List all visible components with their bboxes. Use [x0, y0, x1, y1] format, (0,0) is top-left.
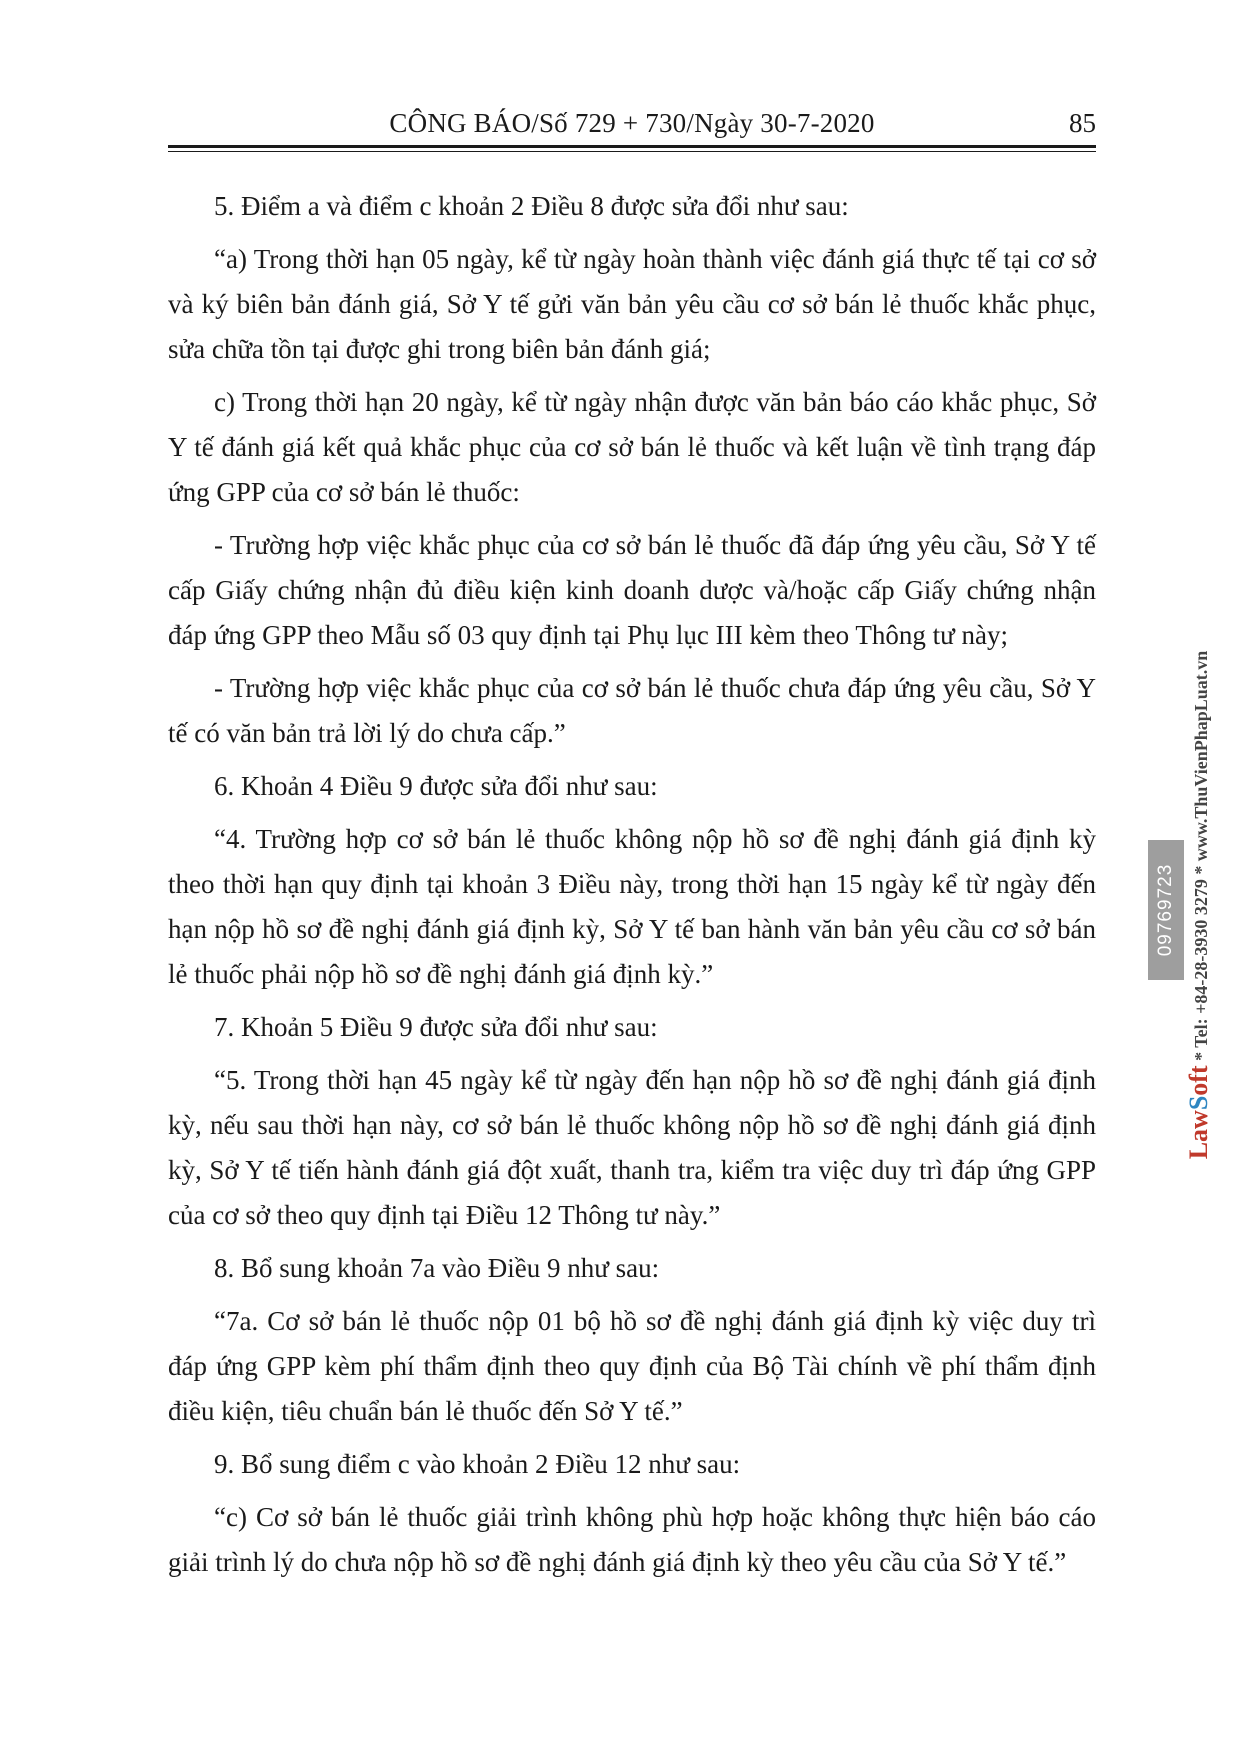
paragraph: “7a. Cơ sở bán lẻ thuốc nộp 01 bộ hồ sơ đề nghị đánh giá định kỳ việc duy trì đáp ứng GPP kèm phí thẩm định theo quy định của Bộ Tài chính về phí thẩm định điều kiện, tiêu chuẩn bán lẻ thuốc đến Sở Y tế.”: [168, 1306, 1096, 1426]
paragraph: “c) Cơ sở bán lẻ thuốc giải trình không phù hợp hoặc không thực hiện báo cáo giải trình lý do chưa nộp hồ sơ đề nghị đánh giá định kỳ theo yêu cầu của Sở Y tế.”: [168, 1502, 1096, 1577]
paragraph: “5. Trong thời hạn 45 ngày kể từ ngày đến hạn nộp hồ sơ đề nghị đánh giá định kỳ, nếu sau thời hạn này, cơ sở bán lẻ thuốc không nộp hồ sơ đề nghị đánh giá định kỳ, Sở Y tế tiến hành đánh giá đột xuất, thanh tra, kiểm tra việc duy trì đáp ứng GPP của cơ sở theo quy định tại Điều 12 Thông tư này.”: [168, 1065, 1096, 1230]
header-rule-thick: [168, 145, 1096, 148]
document-body: [168, 184, 1096, 1593]
paragraph: 6. Khoản 4 Điều 9 được sửa đổi như sau:: [214, 771, 658, 801]
paragraph: 8. Bổ sung khoản 7a vào Điều 9 như sau:: [214, 1253, 660, 1283]
phone-watermark: [1148, 840, 1184, 980]
paragraph: 5. Điểm a và điểm c khoản 2 Điều 8 được sửa đổi như sau:: [214, 191, 849, 221]
paragraph: “4. Trường hợp cơ sở bán lẻ thuốc không nộp hồ sơ đề nghị đánh giá định kỳ theo thời hạn quy định tại khoản 3 Điều này, trong thời hạn 15 ngày kể từ ngày đến hạn nộp hồ sơ đề nghị đánh giá định kỳ, Sở Y tế ban hành văn bản yêu cầu cơ sở bán lẻ thuốc phải nộp hồ sơ đề nghị đánh giá định kỳ.”: [168, 824, 1096, 989]
paragraph: 9. Bổ sung điểm c vào khoản 2 Điều 12 như sau:: [214, 1449, 741, 1479]
header-rule-thin: [168, 151, 1096, 152]
page-number: 85: [1069, 108, 1096, 138]
watermark-tagline: * Tel: +84-28-3930 3279 * www.ThuVienPhapLuat.vn: [1191, 650, 1211, 1066]
watermark-brand-s: S: [1184, 1095, 1213, 1111]
watermark-brand-oft: oft: [1184, 1065, 1213, 1096]
paragraph: 7. Khoản 5 Điều 9 được sửa đổi như sau:: [214, 1012, 658, 1042]
paragraph: - Trường hợp việc khắc phục của cơ sở bán lẻ thuốc đã đáp ứng yêu cầu, Sở Y tế cấp Giấy chứng nhận đủ điều kiện kinh doanh dược và/hoặc cấp Giấy chứng nhận đáp ứng GPP theo Mẫu số 03 quy định tại Phụ lục III kèm theo Thông tư này;: [168, 530, 1096, 650]
page-header: [168, 96, 1096, 144]
paragraph: c) Trong thời hạn 20 ngày, kể từ ngày nhận được văn bản báo cáo khắc phục, Sở Y tế đánh giá kết quả khắc phục của cơ sở bán lẻ thuốc và kết luận về tình trạng đáp ứng GPP của cơ sở bán lẻ thuốc:: [168, 387, 1096, 507]
gazette-title: CÔNG BÁO/Số 729 + 730/Ngày 30-7-2020: [389, 108, 875, 138]
watermark-text: [1184, 651, 1214, 1160]
paragraph: - Trường hợp việc khắc phục của cơ sở bán lẻ thuốc chưa đáp ứng yêu cầu, Sở Y tế có văn bản trả lời lý do chưa cấp.”: [168, 673, 1096, 748]
phone-number: 09769723: [1155, 863, 1176, 957]
paragraph: “a) Trong thời hạn 05 ngày, kể từ ngày hoàn thành việc đánh giá thực tế tại cơ sở và ký biên bản đánh giá, Sở Y tế gửi văn bản yêu cầu cơ sở bán lẻ thuốc khắc phục, sửa chữa tồn tại được ghi trong biên bản đánh giá;: [168, 244, 1096, 364]
watermark-brand-law: Law: [1184, 1110, 1213, 1160]
